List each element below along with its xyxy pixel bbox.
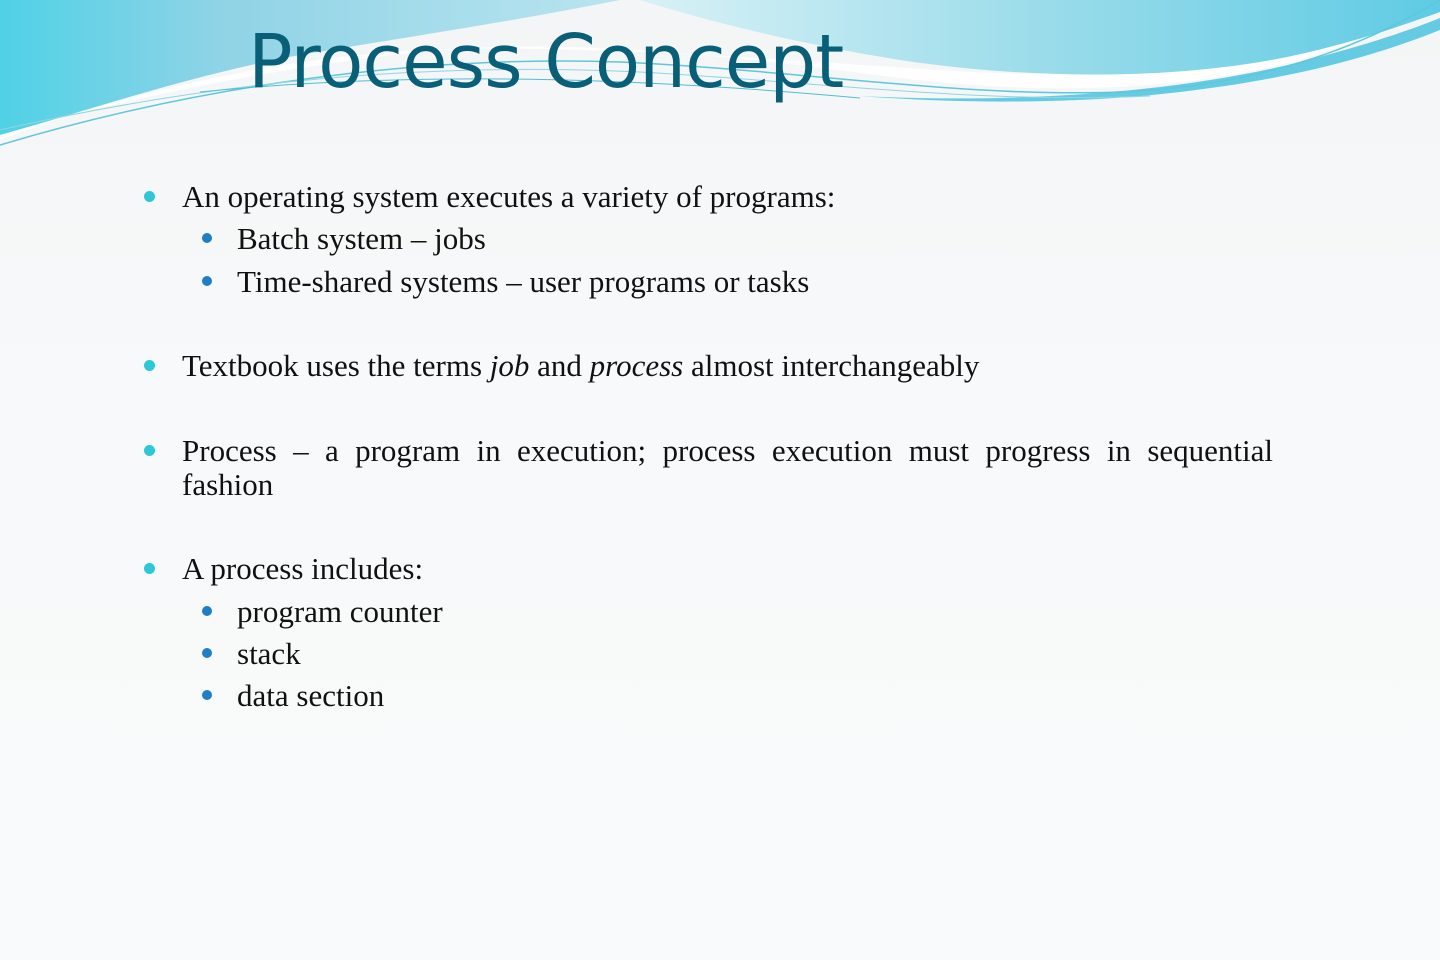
sub-bullet-dot-icon [202, 276, 212, 286]
sub-bullet-text: Batch system – jobs [237, 221, 486, 256]
bullet-dot-icon [144, 360, 155, 371]
slide-title: Process Concept [248, 19, 844, 105]
sub-bullet-item [237, 679, 384, 713]
bullet-dot-icon [144, 191, 155, 202]
sub-bullet-text: stack [237, 636, 301, 671]
bullet-item [182, 434, 1273, 502]
bullet-dot-icon [144, 445, 155, 456]
bullet-text: A process includes: [182, 551, 424, 586]
bullet-text: An operating system executes a variety of programs: [182, 179, 836, 214]
sub-bullet-dot-icon [202, 690, 212, 700]
sub-bullet-text: program counter [237, 594, 443, 629]
sub-bullet-text: Time-shared systems – user programs or tasks [237, 264, 810, 299]
bullet-text: Process – a program in execution; process execution must progress in sequential fashion [182, 433, 1273, 502]
bullet-emphasis-job: job [489, 348, 530, 383]
sub-bullet-item [237, 637, 301, 671]
sub-bullet-dot-icon [202, 648, 212, 658]
bullet-item [182, 349, 979, 383]
bullet-text-part: almost interchangeably [683, 348, 980, 383]
bullet-emphasis-process: process [589, 348, 684, 383]
sub-bullet-dot-icon [202, 233, 212, 243]
sub-bullet-dot-icon [202, 606, 212, 616]
sub-bullet-item [237, 595, 443, 629]
bullet-item [182, 180, 835, 214]
bullet-text-part: and [529, 348, 590, 383]
bullet-text-part: Textbook uses the terms [182, 348, 490, 383]
bullet-item [182, 552, 423, 586]
sub-bullet-item [237, 265, 809, 299]
sub-bullet-text: data section [237, 678, 385, 713]
sub-bullet-item [237, 222, 486, 256]
bullet-dot-icon [144, 563, 155, 574]
